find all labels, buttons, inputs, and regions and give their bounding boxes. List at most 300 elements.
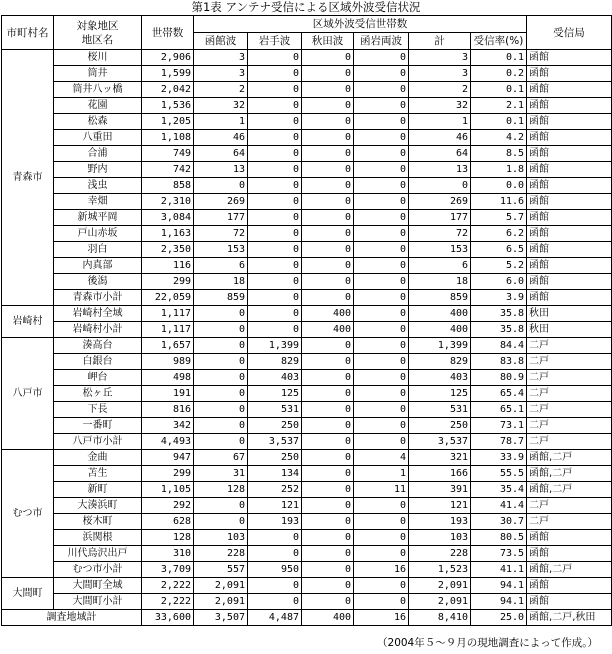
both-cell: 0 (354, 274, 409, 290)
rate-cell: 41.1 (471, 562, 527, 578)
table-row (2, 146, 612, 162)
households-cell: 299 (142, 466, 194, 482)
total-cell: 829 (409, 354, 471, 370)
station-cell: 函館 (527, 130, 612, 146)
station-cell: 二戸 (527, 434, 612, 450)
header-municipality: 市町村名 (2, 16, 54, 50)
station-cell: 函館 (527, 114, 612, 130)
iwate-cell: 0 (248, 306, 302, 322)
grand-total-rate: 25.0 (471, 610, 527, 626)
station-cell: 函館 (527, 594, 612, 610)
area-name-cell: 新町 (54, 482, 142, 498)
hakodate-cell: 0 (194, 338, 248, 354)
hakodate-cell: 153 (194, 242, 248, 258)
total-cell: 403 (409, 370, 471, 386)
rate-cell: 2.1 (471, 98, 527, 114)
table-row (2, 370, 612, 386)
hakodate-cell: 1 (194, 114, 248, 130)
akita-cell: 0 (302, 338, 354, 354)
akita-cell: 0 (302, 290, 354, 306)
station-cell: 函館,二戸 (527, 450, 612, 466)
both-cell: 0 (354, 130, 409, 146)
station-cell: 函館 (527, 290, 612, 306)
rate-cell: 94.1 (471, 594, 527, 610)
total-cell: 166 (409, 466, 471, 482)
akita-cell: 0 (302, 546, 354, 562)
hakodate-cell: 46 (194, 130, 248, 146)
hakodate-cell: 64 (194, 146, 248, 162)
rate-cell: 4.2 (471, 130, 527, 146)
station-cell: 函館,二戸 (527, 466, 612, 482)
both-cell: 0 (354, 418, 409, 434)
rate-cell: 3.9 (471, 290, 527, 306)
iwate-cell: 250 (248, 450, 302, 466)
grand-total-hakodate: 3,507 (194, 610, 248, 626)
hakodate-cell: 18 (194, 274, 248, 290)
households-cell: 989 (142, 354, 194, 370)
table-row (2, 82, 612, 98)
hakodate-cell: 103 (194, 530, 248, 546)
iwate-cell: 0 (248, 194, 302, 210)
station-cell: 函館,二戸 (527, 562, 612, 578)
grand-total-station: 函館,二戸,秋田 (527, 610, 612, 626)
total-cell: 103 (409, 530, 471, 546)
station-cell: 二戸 (527, 418, 612, 434)
iwate-cell: 0 (248, 274, 302, 290)
municipality-cell: 大間町 (2, 578, 54, 610)
hakodate-cell: 0 (194, 322, 248, 338)
akita-cell: 0 (302, 194, 354, 210)
area-name-cell: 浜関根 (54, 530, 142, 546)
area-name-cell: 戸山赤坂 (54, 226, 142, 242)
station-cell: 函館 (527, 274, 612, 290)
total-cell: 400 (409, 322, 471, 338)
both-cell: 0 (354, 306, 409, 322)
total-cell: 153 (409, 242, 471, 258)
table-row (2, 338, 612, 354)
rate-cell: 5.7 (471, 210, 527, 226)
hakodate-cell: 0 (194, 370, 248, 386)
area-name-cell: 苫生 (54, 466, 142, 482)
iwate-cell: 193 (248, 514, 302, 530)
both-cell: 0 (354, 98, 409, 114)
table-row (2, 354, 612, 370)
area-name-cell: 大間町小計 (54, 594, 142, 610)
iwate-cell: 0 (248, 130, 302, 146)
both-cell: 0 (354, 210, 409, 226)
reception-table (1, 15, 612, 626)
households-cell: 1,536 (142, 98, 194, 114)
rate-cell: 94.1 (471, 578, 527, 594)
akita-cell: 0 (302, 530, 354, 546)
area-name-cell: 八重田 (54, 130, 142, 146)
area-name-cell: 野内 (54, 162, 142, 178)
akita-cell: 0 (302, 146, 354, 162)
hakodate-cell: 0 (194, 418, 248, 434)
both-cell: 0 (354, 50, 409, 66)
area-name-cell: 岩崎村全域 (54, 306, 142, 322)
grand-total-total: 8,410 (409, 610, 471, 626)
total-cell: 193 (409, 514, 471, 530)
both-cell: 4 (354, 450, 409, 466)
area-name-cell: 湊高台 (54, 338, 142, 354)
hakodate-cell: 557 (194, 562, 248, 578)
table-body (2, 50, 612, 610)
akita-cell: 0 (302, 418, 354, 434)
station-cell: 函館 (527, 178, 612, 194)
hakodate-cell: 177 (194, 210, 248, 226)
station-cell: 函館 (527, 242, 612, 258)
rate-cell: 35.4 (471, 482, 527, 498)
households-cell: 2,310 (142, 194, 194, 210)
table-row (2, 114, 612, 130)
table-row (2, 322, 612, 338)
households-cell: 628 (142, 514, 194, 530)
households-cell: 1,108 (142, 130, 194, 146)
area-name-cell: 桜木町 (54, 514, 142, 530)
iwate-cell: 829 (248, 354, 302, 370)
area-name-cell: 後潟 (54, 274, 142, 290)
hakodate-cell: 228 (194, 546, 248, 562)
header-area (54, 16, 142, 50)
grand-total-akita: 400 (302, 610, 354, 626)
total-cell: 250 (409, 418, 471, 434)
akita-cell: 0 (302, 210, 354, 226)
akita-cell: 0 (302, 434, 354, 450)
station-cell: 函館 (527, 82, 612, 98)
rate-cell: 65.1 (471, 402, 527, 418)
rate-cell: 73.5 (471, 546, 527, 562)
rate-cell: 0.1 (471, 50, 527, 66)
akita-cell: 0 (302, 498, 354, 514)
both-cell: 11 (354, 482, 409, 498)
hakodate-cell: 3 (194, 50, 248, 66)
table-row (2, 386, 612, 402)
iwate-cell: 0 (248, 242, 302, 258)
area-name-cell: 羽白 (54, 242, 142, 258)
iwate-cell: 125 (248, 386, 302, 402)
table-row (2, 546, 612, 562)
iwate-cell: 0 (248, 146, 302, 162)
rate-cell: 5.2 (471, 258, 527, 274)
rate-cell: 55.5 (471, 466, 527, 482)
iwate-cell: 0 (248, 578, 302, 594)
table-row (2, 178, 612, 194)
akita-cell: 0 (302, 130, 354, 146)
station-cell: 函館 (527, 66, 612, 82)
total-cell: 2,091 (409, 578, 471, 594)
rate-cell: 35.8 (471, 306, 527, 322)
both-cell: 16 (354, 562, 409, 578)
total-cell: 400 (409, 306, 471, 322)
iwate-cell: 950 (248, 562, 302, 578)
total-cell: 2 (409, 82, 471, 98)
header-area-line2: 地区名 (81, 33, 114, 46)
both-cell: 0 (354, 354, 409, 370)
source-note: （2004年５～９月の現地調査によって作成。） (377, 637, 598, 649)
hakodate-cell: 32 (194, 98, 248, 114)
both-cell: 0 (354, 146, 409, 162)
households-cell: 2,906 (142, 50, 194, 66)
both-cell: 0 (354, 370, 409, 386)
hakodate-cell: 6 (194, 258, 248, 274)
station-cell: 二戸 (527, 402, 612, 418)
both-cell: 0 (354, 82, 409, 98)
iwate-cell: 0 (248, 50, 302, 66)
iwate-cell: 531 (248, 402, 302, 418)
rate-cell: 78.7 (471, 434, 527, 450)
akita-cell: 0 (302, 98, 354, 114)
total-cell: 0 (409, 178, 471, 194)
akita-cell: 0 (302, 178, 354, 194)
total-cell: 64 (409, 146, 471, 162)
akita-cell: 0 (302, 466, 354, 482)
iwate-cell: 252 (248, 482, 302, 498)
iwate-cell: 0 (248, 210, 302, 226)
table-row (2, 194, 612, 210)
station-cell: 函館 (527, 146, 612, 162)
iwate-cell: 0 (248, 530, 302, 546)
households-cell: 498 (142, 370, 194, 386)
station-cell: 函館 (527, 210, 612, 226)
area-name-cell: 花園 (54, 98, 142, 114)
station-cell: 函館 (527, 546, 612, 562)
akita-cell: 400 (302, 322, 354, 338)
table-row (2, 130, 612, 146)
total-cell: 177 (409, 210, 471, 226)
hakodate-cell: 2 (194, 82, 248, 98)
both-cell: 0 (354, 290, 409, 306)
hakodate-cell: 0 (194, 434, 248, 450)
iwate-cell: 0 (248, 258, 302, 274)
hakodate-cell: 13 (194, 162, 248, 178)
total-cell: 531 (409, 402, 471, 418)
hakodate-cell: 0 (194, 306, 248, 322)
households-cell: 816 (142, 402, 194, 418)
akita-cell: 0 (302, 386, 354, 402)
households-cell: 342 (142, 418, 194, 434)
table-row (2, 530, 612, 546)
header-hakodate-iwate: 函岩両波 (354, 33, 409, 50)
header-outside-group: 区域外波受信世帯数 (194, 16, 527, 33)
households-cell: 742 (142, 162, 194, 178)
akita-cell: 400 (302, 306, 354, 322)
area-name-cell: 松森 (54, 114, 142, 130)
table-title: 第1表 アンテナ受信による区域外波受信状況 (191, 0, 421, 14)
hakodate-cell: 0 (194, 178, 248, 194)
hakodate-cell: 67 (194, 450, 248, 466)
table-row (2, 514, 612, 530)
table-row (2, 450, 612, 466)
akita-cell: 0 (302, 242, 354, 258)
households-cell: 947 (142, 450, 194, 466)
rate-cell: 0.0 (471, 178, 527, 194)
municipality-cell: 青森市 (2, 50, 54, 306)
rate-cell: 6.2 (471, 226, 527, 242)
rate-cell: 80.5 (471, 530, 527, 546)
header-households: 世帯数 (142, 16, 194, 50)
akita-cell: 0 (302, 274, 354, 290)
area-name-cell: 大湊浜町 (54, 498, 142, 514)
households-cell: 299 (142, 274, 194, 290)
area-name-cell: 青森市小計 (54, 290, 142, 306)
hakodate-cell: 128 (194, 482, 248, 498)
table-row (2, 578, 612, 594)
station-cell: 函館 (527, 530, 612, 546)
grand-total-households: 33,600 (142, 610, 194, 626)
hakodate-cell: 2,091 (194, 578, 248, 594)
both-cell: 0 (354, 114, 409, 130)
total-cell: 32 (409, 98, 471, 114)
both-cell: 0 (354, 338, 409, 354)
rate-cell: 73.1 (471, 418, 527, 434)
hakodate-cell: 72 (194, 226, 248, 242)
table-row (2, 290, 612, 306)
area-name-cell: 筒井 (54, 66, 142, 82)
households-cell: 858 (142, 178, 194, 194)
table-row (2, 418, 612, 434)
both-cell: 0 (354, 402, 409, 418)
iwate-cell: 0 (248, 546, 302, 562)
akita-cell: 0 (302, 66, 354, 82)
total-cell: 2,091 (409, 594, 471, 610)
both-cell: 0 (354, 386, 409, 402)
akita-cell: 0 (302, 50, 354, 66)
both-cell: 0 (354, 242, 409, 258)
hakodate-cell: 0 (194, 354, 248, 370)
rate-cell: 41.4 (471, 498, 527, 514)
iwate-cell: 0 (248, 66, 302, 82)
total-cell: 121 (409, 498, 471, 514)
households-cell: 191 (142, 386, 194, 402)
akita-cell: 0 (302, 578, 354, 594)
households-cell: 1,117 (142, 306, 194, 322)
households-cell: 2,222 (142, 578, 194, 594)
station-cell: 二戸 (527, 514, 612, 530)
table-row (2, 162, 612, 178)
both-cell: 0 (354, 498, 409, 514)
both-cell: 0 (354, 546, 409, 562)
station-cell: 函館 (527, 98, 612, 114)
akita-cell: 0 (302, 162, 354, 178)
total-cell: 1 (409, 114, 471, 130)
total-cell: 321 (409, 450, 471, 466)
area-name-cell: 金曲 (54, 450, 142, 466)
iwate-cell: 403 (248, 370, 302, 386)
total-cell: 3 (409, 50, 471, 66)
header-station: 受信局 (527, 16, 612, 50)
rate-cell: 65.4 (471, 386, 527, 402)
both-cell: 0 (354, 322, 409, 338)
area-name-cell: 筒井八ッ橋 (54, 82, 142, 98)
hakodate-cell: 0 (194, 402, 248, 418)
households-cell: 1,163 (142, 226, 194, 242)
households-cell: 749 (142, 146, 194, 162)
table-row (2, 66, 612, 82)
total-cell: 228 (409, 546, 471, 562)
area-name-cell: 八戸市小計 (54, 434, 142, 450)
station-cell: 函館 (527, 194, 612, 210)
iwate-cell: 121 (248, 498, 302, 514)
rate-cell: 11.6 (471, 194, 527, 210)
both-cell: 0 (354, 66, 409, 82)
households-cell: 116 (142, 258, 194, 274)
both-cell: 0 (354, 514, 409, 530)
area-name-cell: 松ヶ丘 (54, 386, 142, 402)
area-name-cell: 内真部 (54, 258, 142, 274)
iwate-cell: 1,399 (248, 338, 302, 354)
akita-cell: 0 (302, 482, 354, 498)
table-row (2, 402, 612, 418)
iwate-cell: 0 (248, 178, 302, 194)
station-cell: 二戸 (527, 386, 612, 402)
station-cell: 函館 (527, 226, 612, 242)
rate-cell: 0.2 (471, 66, 527, 82)
station-cell: 函館 (527, 162, 612, 178)
rate-cell: 35.8 (471, 322, 527, 338)
table-row (2, 434, 612, 450)
municipality-cell: 岩崎村 (2, 306, 54, 338)
grand-total-label: 調査地域計 (2, 610, 142, 626)
rate-cell: 6.0 (471, 274, 527, 290)
station-cell: 秋田 (527, 322, 612, 338)
rate-cell: 0.1 (471, 82, 527, 98)
table-row (2, 98, 612, 114)
total-cell: 72 (409, 226, 471, 242)
households-cell: 1,117 (142, 322, 194, 338)
akita-cell: 0 (302, 82, 354, 98)
akita-cell: 0 (302, 594, 354, 610)
rate-cell: 33.9 (471, 450, 527, 466)
area-name-cell: 岩崎村小計 (54, 322, 142, 338)
rate-cell: 83.8 (471, 354, 527, 370)
hakodate-cell: 3 (194, 66, 248, 82)
area-name-cell: 大間町全域 (54, 578, 142, 594)
total-cell: 3,537 (409, 434, 471, 450)
akita-cell: 0 (302, 114, 354, 130)
grand-total-iwate: 4,487 (248, 610, 302, 626)
hakodate-cell: 0 (194, 386, 248, 402)
table-row (2, 466, 612, 482)
both-cell: 0 (354, 594, 409, 610)
table-row (2, 242, 612, 258)
station-cell: 函館,二戸 (527, 482, 612, 498)
table-row (2, 594, 612, 610)
area-name-cell: むつ市小計 (54, 562, 142, 578)
akita-cell: 0 (302, 354, 354, 370)
both-cell: 0 (354, 434, 409, 450)
akita-cell: 0 (302, 450, 354, 466)
akita-cell: 0 (302, 402, 354, 418)
iwate-cell: 0 (248, 82, 302, 98)
table-row (2, 210, 612, 226)
grand-total-both: 16 (354, 610, 409, 626)
table-row (2, 50, 612, 66)
both-cell: 0 (354, 194, 409, 210)
iwate-cell: 134 (248, 466, 302, 482)
households-cell: 1,205 (142, 114, 194, 130)
station-cell: 二戸 (527, 354, 612, 370)
table-row (2, 306, 612, 322)
both-cell: 0 (354, 530, 409, 546)
area-name-cell: 岬台 (54, 370, 142, 386)
station-cell: 二戸 (527, 338, 612, 354)
header-iwate: 岩手波 (248, 33, 302, 50)
table-row (2, 258, 612, 274)
both-cell: 0 (354, 578, 409, 594)
total-cell: 1,523 (409, 562, 471, 578)
rate-cell: 6.5 (471, 242, 527, 258)
